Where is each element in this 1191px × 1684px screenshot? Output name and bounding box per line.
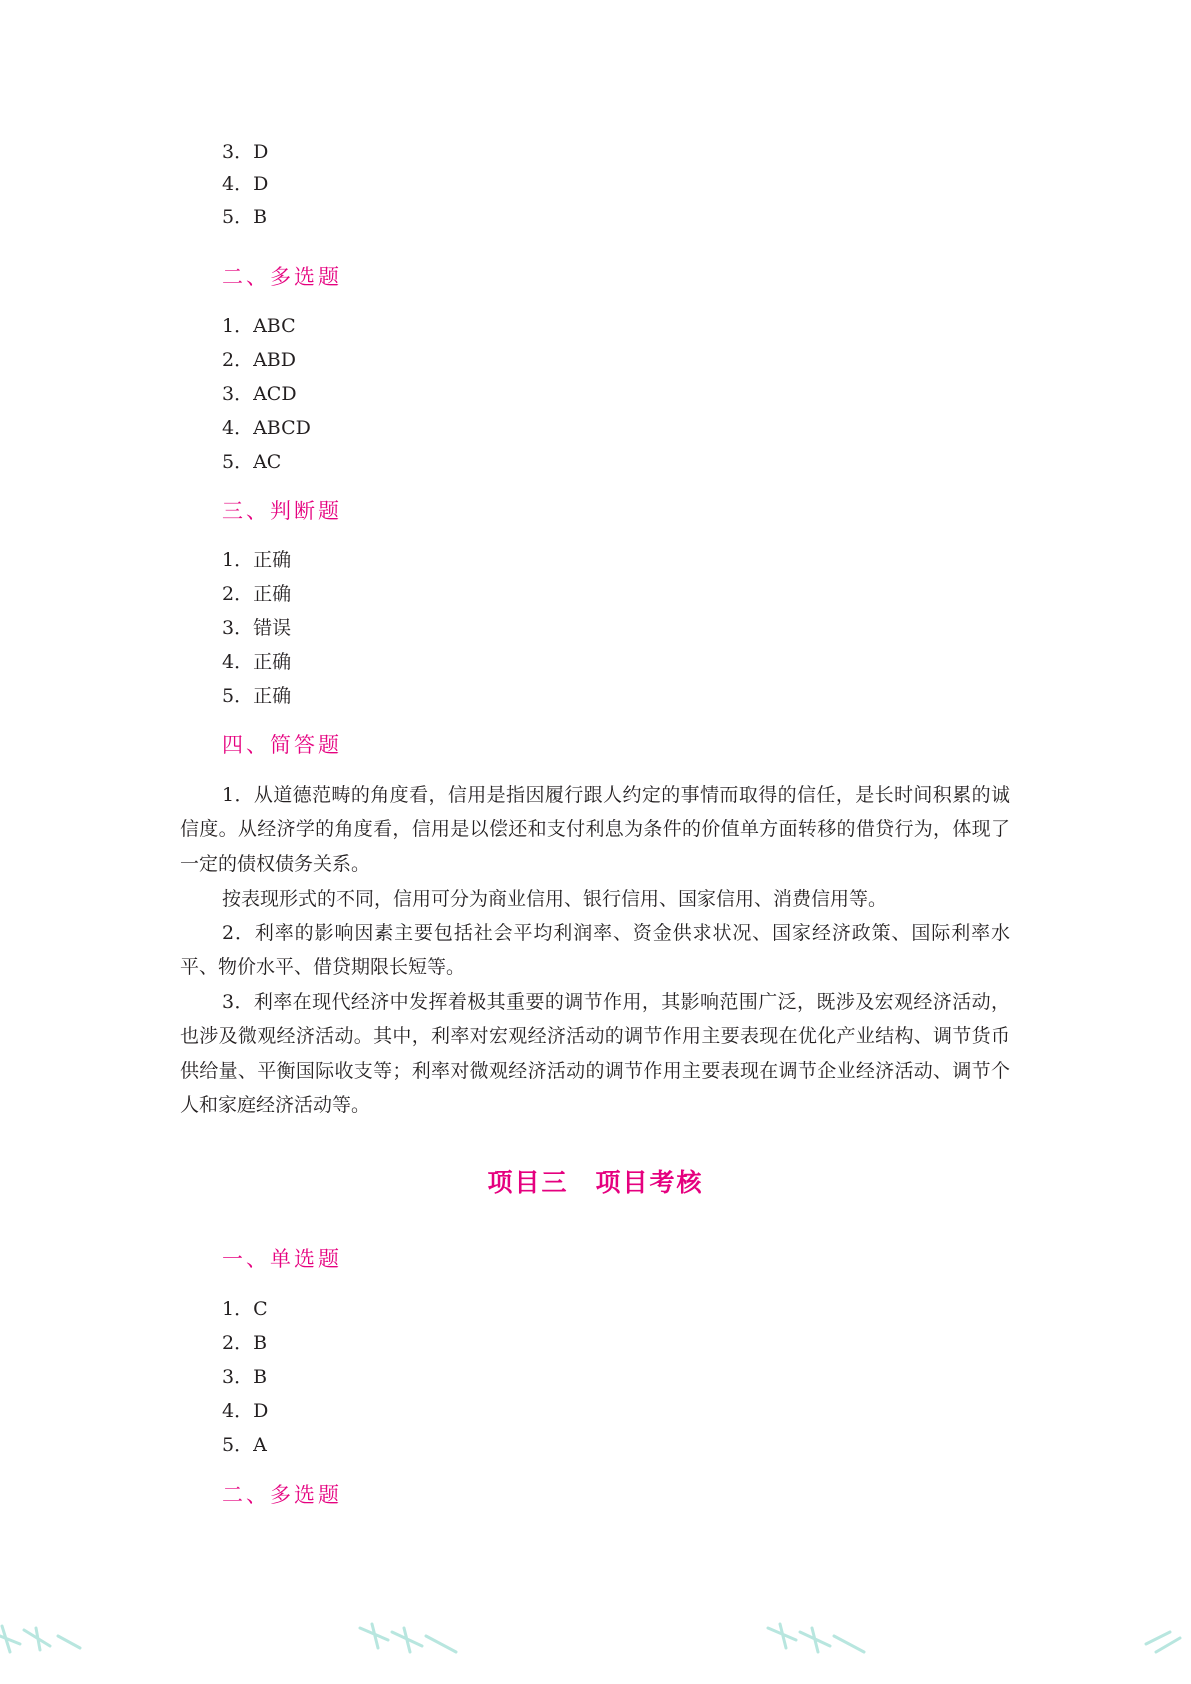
decorative-stamp-icon: [760, 1618, 870, 1658]
answer-item: 2．ABD: [222, 349, 297, 371]
section-title-single-choice: 一、单选题: [222, 1247, 342, 1271]
answer-item: 3．D: [222, 141, 269, 163]
short-answer-paragraph: 3．利率在现代经济中发挥着极其重要的调节作用，其影响范围广泛，既涉及宏观经济活动，也涉及微观经济活动。其中，利率对宏观经济活动的调节作用主要表现在优化产业结构、调节货币供给量、平衡国际收支等；利率对微观经济活动的调节作用主要表现在调节企业经济活动、调节个人和家庭经济活动等。: [180, 991, 1010, 1116]
answer-item: 5．正确: [222, 685, 292, 707]
answer-item: 3．错误: [222, 617, 292, 639]
short-answer-paragraph: 2．利率的影响因素主要包括社会平均利润率、资金供求状况、国家经济政策、国际利率水平、物价水平、借贷期限长短等。: [180, 922, 1010, 979]
answer-item: 5．AC: [222, 451, 282, 473]
section-title-true-false: 三、判断题: [222, 499, 342, 523]
decorative-stamp-icon: [1140, 1618, 1191, 1658]
answer-item: 3．ACD: [222, 383, 297, 405]
section-title-short-answer: 四、简答题: [222, 733, 342, 757]
answer-item: 4．D: [222, 1400, 269, 1422]
short-answer-paragraph: 按表现形式的不同，信用可分为商业信用、银行信用、国家信用、消费信用等。: [222, 888, 888, 910]
answer-item: 4．ABCD: [222, 417, 311, 439]
section-title-multi-choice: 二、多选题: [222, 1483, 342, 1507]
answer-item: 4．D: [222, 173, 269, 195]
answer-item: 5．A: [222, 1434, 267, 1456]
answer-item: 1．C: [222, 1298, 268, 1320]
answer-item: 1．正确: [222, 549, 292, 571]
short-answer-paragraph: 1．从道德范畴的角度看，信用是指因履行跟人约定的事情而取得的信任，是长时间积累的诚信度。从经济学的角度看，信用是以偿还和支付利息为条件的价值单方面转移的借贷行为，体现了一定的债权债务关系。: [180, 784, 1010, 875]
answer-item: 5．B: [222, 206, 268, 228]
project-heading: 项目三 项目考核: [487, 1168, 704, 1197]
answer-item: 3．B: [222, 1366, 268, 1388]
section-title-multi-choice: 二、多选题: [222, 265, 342, 289]
decorative-stamp-icon: [0, 1618, 90, 1658]
answer-item: 4．正确: [222, 651, 292, 673]
answer-item: 2．正确: [222, 583, 292, 605]
decorative-stamp-icon: [352, 1618, 462, 1658]
answer-item: 1．ABC: [222, 315, 296, 337]
answer-item: 2．B: [222, 1332, 268, 1354]
